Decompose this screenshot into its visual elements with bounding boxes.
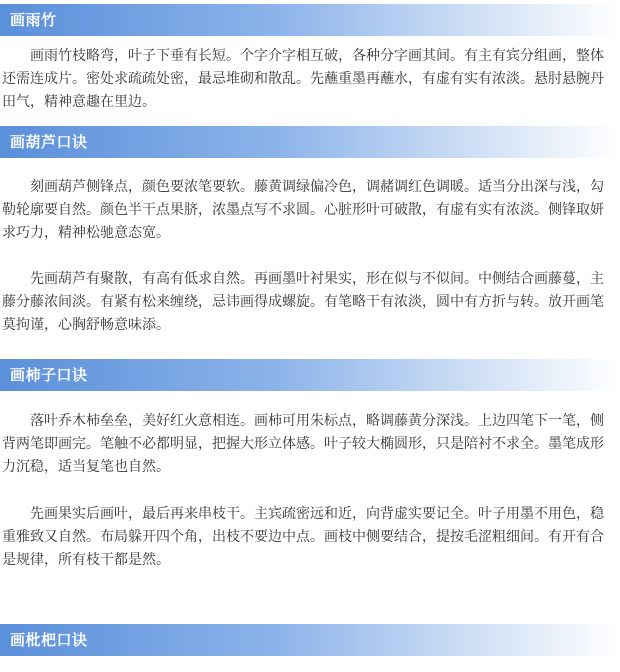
section-title-gourd: 画葫芦口诀 xyxy=(0,126,620,158)
gourd-paragraph-2: 先画葫芦有聚散，有高有低求自然。再画墨叶衬果实，形在似与不似间。中侧结合画藤蔓，主藤分藤浓间淡。有紧有松来缠绕，忌讳画得成螺旋。有笔略干有浓淡，圆中有方折与转。放开画笔莫拘谨，心胸舒畅意味添。 xyxy=(2,271,604,333)
persimmon-paragraph-2: 先画果实后画叶，最后再来串枝干。主宾疏密远和近，向背虚实要记全。叶子用墨不用色，稳重雅致又自然。布局躲开四个角，出枝不要边中点。画枝中侧要结合，提按毛涩粗细间。有开有合是规律，所有枝干都是然。 xyxy=(2,506,604,568)
section-title-persimmon: 画柿子口诀 xyxy=(0,359,620,391)
gourd-paragraph-1: 刻画葫芦侧锋点，颜色要浓笔要软。藤黄调绿偏冷色，调赭调红色调暖。适当分出深与浅，勾勒轮廓要自然。颜色半干点果脐，浓墨点写不求圆。心脏形叶可破散，有虚有实有浓淡。侧锋取妍求巧力，精神松驰意态宽。 xyxy=(2,179,604,241)
persimmon-paragraph-1: 落叶乔木柿垒垒，美好红火意相连。画柿可用朱标点，略调藤黄分深浅。上边四笔下一笔，侧背两笔即画完。笔触不必都明显，把握大形立体感。叶子较大椭圆形，只是陪衬不求全。墨笔成形力沉稳，适当复笔也自然。 xyxy=(2,413,604,475)
section-title-loquat: 画枇杷口诀 xyxy=(0,624,620,656)
bamboo-paragraph-1: 画雨竹枝略弯，叶子下垂有长短。个字介字相互破，各种分字画其间。有主有宾分组画，整体还需连成片。密处求疏疏处密，最忌堆砌和散乱。先蘸重墨再蘸水，有虚有实有浓淡。悬肘悬腕丹田气，精神意趣在里边。 xyxy=(2,48,604,110)
section-title-bamboo-in-rain: 画雨竹 xyxy=(0,4,620,36)
